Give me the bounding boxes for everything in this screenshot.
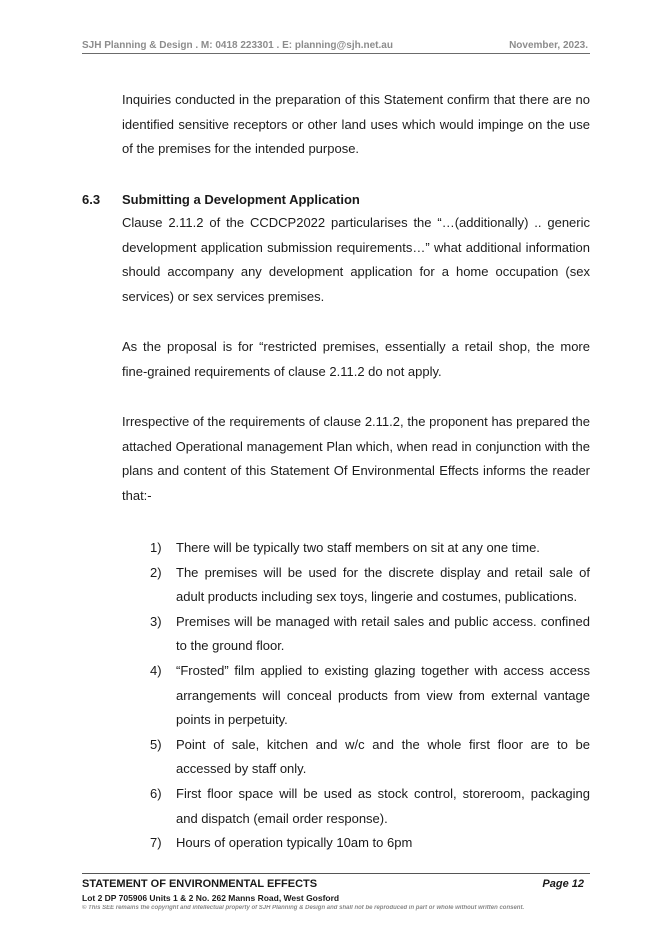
footer-copyright: © This SEE remains the copyright and intellectual property of SJH Planning & Design and shall not be reproduced in part or whole without written consent. xyxy=(82,905,525,911)
paragraph-clause: Clause 2.11.2 of the CCDCP2022 particularises the “…(additionally) .. generic development application submission requirements…” what additional information should accompany any development application for a home occupation (sex services) or sex services premises. xyxy=(122,215,590,304)
section-number: 6.3 xyxy=(82,192,101,207)
list-item-text: There will be typically two staff members on sit at any one time. xyxy=(176,540,540,555)
list-item-number: 3) xyxy=(150,613,162,629)
list-item xyxy=(150,536,590,561)
list-item xyxy=(150,610,590,659)
list-item xyxy=(150,831,590,856)
numbered-list xyxy=(150,536,590,856)
paragraph-restricted-premises: As the proposal is for “restricted premises, essentially a retail shop, the more fine-grained requirements of clause 2.11.2 do not apply. xyxy=(122,339,590,379)
list-item-number: 1) xyxy=(150,540,162,555)
page-header xyxy=(82,37,590,54)
list-item-number: 2) xyxy=(150,564,162,580)
list-item xyxy=(150,782,590,831)
section-title: Submitting a Development Application xyxy=(122,192,360,207)
paragraph-operational-plan: Irrespective of the requirements of clause 2.11.2, the proponent has prepared the attached Operational management Plan which, when read in conjunction with the plans and content of this Statement Of Environmental Effects informs the reader that:- xyxy=(122,414,590,503)
list-item-text: The premises will be used for the discrete display and retail sale of adult products including sex toys, lingerie and costumes, publications. xyxy=(176,564,590,605)
footer-divider xyxy=(82,873,590,874)
list-item-text: Premises will be managed with retail sales and public access. confined to the ground floor. xyxy=(176,613,590,654)
footer-lot-address: Lot 2 DP 705906 Units 1 & 2 No. 262 Manns Road, West Gosford xyxy=(82,893,340,903)
paragraph-inquiries: Inquiries conducted in the preparation of this Statement confirm that there are no identified sensitive receptors or other land uses which would impinge on the use of the premises for the intended purpose. xyxy=(122,92,590,157)
list-item xyxy=(150,561,590,610)
footer-title: STATEMENT OF ENVIRONMENTAL EFFECTS xyxy=(82,878,318,890)
list-item-text: Hours of operation typically 10am to 6pm xyxy=(176,835,413,851)
header-date: November, 2023. xyxy=(509,40,588,51)
list-item-number: 6) xyxy=(150,785,162,801)
list-item-number: 4) xyxy=(150,662,162,678)
list-item-text: First floor space will be used as stock control, storeroom, packaging and dispatch (email order response). xyxy=(176,785,590,826)
page-number: Page 12 xyxy=(542,878,584,890)
list-item-number: 7) xyxy=(150,835,162,851)
list-item-text: Point of sale, kitchen and w/c and the whole first floor are to be accessed by staff only. xyxy=(176,736,590,777)
list-item-text: “Frosted” film applied to existing glazing together with access access arrangements will conceal products from view from external vantage points in perpetuity. xyxy=(176,662,590,728)
list-item-number: 5) xyxy=(150,736,162,752)
list-item xyxy=(150,659,590,733)
list-item xyxy=(150,733,590,782)
header-contact: SJH Planning & Design . M: 0418 223301 . E: planning@sjh.net.au xyxy=(82,40,393,51)
